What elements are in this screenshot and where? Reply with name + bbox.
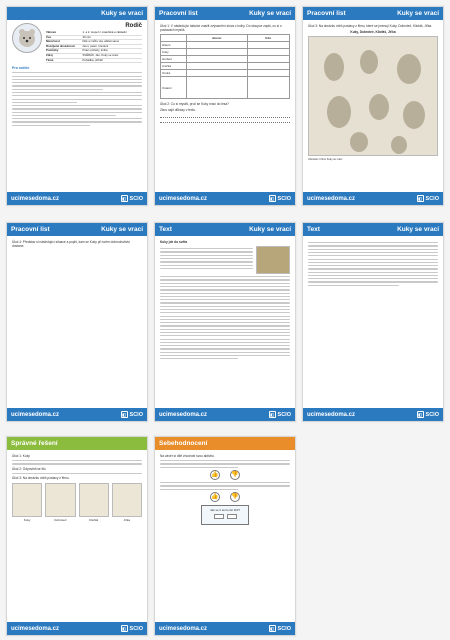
option-button[interactable] (214, 514, 224, 519)
table-row[interactable] (161, 77, 290, 99)
page-footer: ucimesedoma.cz ◧ SCIO (155, 192, 295, 205)
self-eval-text: Na závěr si dítě zhodnotí svou aktivitu. (160, 454, 215, 458)
cell[interactable] (186, 70, 247, 77)
character-names: Kuky, Dobroteč, Kliofáš, Jiťka (350, 30, 396, 35)
info-row (46, 59, 142, 64)
thumbs-down-icon[interactable]: 👎 (230, 470, 240, 480)
figure-caption: Kuky (23, 518, 31, 523)
info-key: Náročnost (46, 39, 60, 44)
page-title: Rodič (125, 23, 142, 29)
cell[interactable] (186, 77, 247, 99)
page-pracovni-list-3 (6, 222, 148, 422)
table-row[interactable] (161, 56, 290, 63)
text-subtitle: Kuky jde do světa (160, 240, 188, 244)
row-label: Hlavní (161, 42, 187, 49)
cell[interactable] (247, 49, 289, 56)
page-footer: ucimesedoma.cz ◧ SCIO (7, 408, 147, 421)
answer-line[interactable] (160, 119, 290, 123)
page-header: Text Kuky se vrací (303, 223, 443, 236)
page-header: Pracovní list Kuky se vrací (303, 7, 443, 20)
info-key: Čas (46, 34, 52, 39)
figure-caption: Dobroteč (54, 518, 67, 523)
page-footer: ucimesedoma.cz ◧ SCIO (303, 408, 443, 421)
story-illustration (256, 246, 290, 274)
body-text (160, 276, 290, 359)
task-2: Úkol 2: Co si myslíš, proč se Kuky vrací do lesa? (160, 102, 229, 107)
figure (112, 483, 142, 523)
option-button[interactable] (227, 514, 237, 519)
answer-1: Úkol 1: Kuky (12, 454, 30, 458)
page-text-1 (154, 222, 296, 422)
page-footer: ucimesedoma.cz ◧ SCIO (303, 192, 443, 205)
body-text (308, 242, 438, 286)
cell[interactable] (247, 42, 289, 49)
figure (12, 483, 42, 523)
page-sebehodnoceni (154, 436, 296, 636)
page-header: Správné řešení (7, 437, 147, 450)
answer-figures (12, 483, 142, 523)
row-label: Anička (161, 63, 187, 70)
row-label: Herbert (161, 56, 187, 63)
body-text (12, 72, 142, 126)
page-footer: ucimesedoma.cz ◧ SCIO (155, 622, 295, 635)
info-key: Pomůcky (46, 48, 59, 53)
figure-caption: Jiťka (123, 518, 131, 523)
character-table[interactable]: Jméno Kdo Hlavní Kuky Herbert Anička Ondra Ostatní (160, 34, 290, 99)
cell[interactable] (247, 70, 289, 77)
thumbs-up-icon[interactable]: 👍 (210, 492, 220, 502)
info-key: Téma (46, 57, 54, 62)
table-row[interactable] (161, 49, 290, 56)
page-footer: ucimesedoma.cz ◧ SCIO (7, 622, 147, 635)
table-row[interactable] (161, 70, 290, 77)
page-header: Pracovní list Kuky se vrací (7, 223, 147, 236)
characters-illustration (308, 36, 438, 156)
cell[interactable] (186, 63, 247, 70)
info-value: Psací potřeby, kniha (82, 48, 108, 53)
page-pracovni-list-1 (154, 6, 296, 206)
table-row[interactable] (161, 42, 290, 49)
task-2-sub: Zkus najít důkazy v textu. (160, 108, 196, 113)
body-text (160, 246, 253, 274)
cell[interactable] (247, 56, 289, 63)
thumbs-down-icon[interactable]: 👎 (230, 492, 240, 502)
figure (45, 483, 75, 523)
page-header: Text Kuky se vrací (155, 223, 295, 236)
info-value: Pohádka, příběh (82, 57, 103, 62)
figure (79, 483, 109, 523)
info-value: 30 min. (82, 34, 92, 39)
row-label: Kuky (161, 49, 187, 56)
task-3: Úkol 3: Na obrázku vidíš postavy z filmu, které se jmenují Kuky, Dobroteč, Kliofáš, Jiťka. (308, 24, 433, 28)
info-key: Věková (46, 30, 56, 34)
answer-line[interactable] (160, 114, 290, 118)
rating-row[interactable] (160, 492, 290, 502)
cell[interactable] (186, 42, 247, 49)
info-value: Dítě si může vše udělat samo (82, 39, 120, 44)
figure-caption: Kliofáš (89, 518, 99, 523)
cell[interactable] (186, 56, 247, 63)
page-footer: ucimesedoma.cz ◧ SCIO (155, 408, 295, 421)
row-label: Ostatní (161, 77, 187, 99)
page-rodic (6, 6, 148, 206)
image-caption: Obrázek z filmu Kuky se vrací (308, 158, 343, 162)
feedback-box[interactable] (201, 505, 249, 525)
rating-row[interactable] (160, 470, 290, 480)
info-value: 1. a 2. stupeň / mateřská a základní (82, 30, 127, 34)
feedback-question: Jak se ti tento list líbil? (209, 507, 240, 512)
page-spravne-reseni (6, 436, 148, 636)
info-value: SVĚRÁK, Jan. Kuky se vrací. (82, 52, 119, 57)
page-header: Kuky se vrací (7, 7, 147, 20)
bear-illustration (12, 23, 42, 53)
page-header: Sebehodnocení (155, 437, 295, 450)
thumbs-up-icon[interactable]: 👍 (210, 470, 220, 480)
cell[interactable] (247, 77, 289, 99)
row-label: Ondra (161, 70, 187, 77)
cell[interactable] (186, 49, 247, 56)
page-pracovni-list-2 (302, 6, 444, 206)
page-header: Pracovní list Kuky se vrací (155, 7, 295, 20)
table-row[interactable] (161, 63, 290, 70)
section-title: Pro rodiče (12, 66, 30, 71)
answer-3: Úkol 3: Na obrázku vidíš postavy z filmu. (12, 476, 70, 481)
info-value: čtení, psaní, kreslení (82, 43, 109, 48)
task-4: Úkol 4: Představ si následující situace a popiš, kam se Kuky při svém dobrodružství dostane. (12, 240, 130, 249)
task-1: Úkol 1: V následující tabulce značit zvýraznění slova z knihy. Do sloupce zapiš, co si o postavách myslíš. (160, 24, 282, 33)
page-footer: ucimesedoma.cz ◧ SCIO (7, 192, 147, 205)
info-key: Zdroj (46, 52, 53, 57)
info-key: Rozvíjené dovednosti (46, 43, 75, 48)
answer-2: Úkol 2: Odpovědi se liší. (12, 466, 47, 471)
page-text-2 (302, 222, 444, 422)
cell[interactable] (247, 63, 289, 70)
